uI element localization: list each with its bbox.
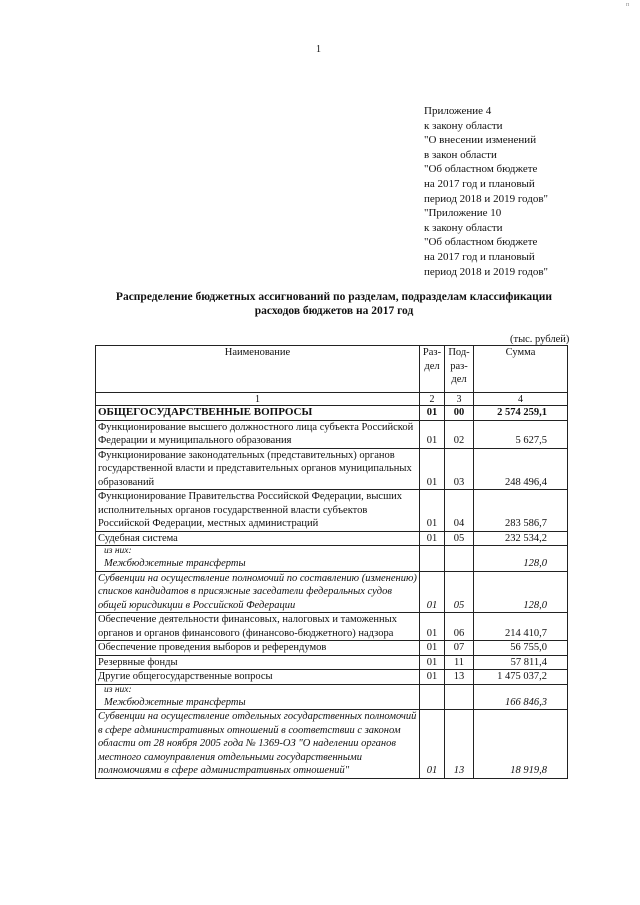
appendix-line: "О внесении изменений <box>424 134 537 147</box>
row-sum: 128,0 <box>474 571 568 613</box>
appendix-line: к закону области <box>424 221 503 234</box>
header-podrazdel-line1: Под- <box>448 347 470 358</box>
appendix-line: Приложение 4 <box>424 105 492 117</box>
row-name: Функционирование законодательных (представительных) органов государственной власти и представительных органов муниципальных образований <box>96 448 420 490</box>
header-podrazdel-line2: раз- <box>450 360 468 372</box>
title-line-2: расходов бюджетов на 2017 год <box>254 305 414 317</box>
row-razdel: 01 <box>420 490 445 532</box>
row-sum: 56 755,0 <box>474 641 568 656</box>
row-podrazdel: 03 <box>445 448 474 490</box>
table-row <box>96 710 568 779</box>
appendix-line: период 2018 и 2019 годов" <box>424 192 549 205</box>
row-podrazdel: 04 <box>445 490 474 532</box>
row-name: Функционирование Правительства Российской Федерации, высших исполнительных органов государственной власти субъектов Российской Федерации, местных администраций <box>96 490 420 532</box>
row-razdel: 01 <box>420 406 445 421</box>
column-number-row <box>96 393 568 406</box>
table-header-row <box>96 346 568 393</box>
header-sum: Сумма <box>474 346 568 393</box>
appendix-line: "Об областном бюджете <box>424 236 538 249</box>
table-row <box>96 571 568 613</box>
row-razdel: 01 <box>420 655 445 670</box>
table-row <box>96 531 568 546</box>
appendix-line: в закон области <box>424 148 497 161</box>
row-sum: 5 627,5 <box>474 420 568 448</box>
table-row <box>96 546 568 572</box>
header-razdel-line2: дел <box>424 360 440 372</box>
column-number: 2 <box>420 393 445 406</box>
row-name: Субвенции на осуществление полномочий по составлению (изменению) списков кандидатов в присяжные заседатели федеральных судов общей юрисдикции в Российской Федерации <box>96 571 420 613</box>
row-name-cell <box>96 684 420 710</box>
header-razdel <box>420 346 445 393</box>
header-podrazdel-line3: дел <box>451 374 467 385</box>
row-razdel <box>420 684 445 710</box>
row-name: Обеспечение проведения выборов и референдумов <box>96 641 420 656</box>
page-number: 1 <box>316 44 321 55</box>
row-podrazdel: 13 <box>445 670 474 685</box>
row-sum: 232 534,2 <box>474 531 568 546</box>
row-name: Функционирование высшего должностного лица субъекта Российской Федерации и муниципального образования <box>96 420 420 448</box>
row-podrazdel: 13 <box>445 710 474 779</box>
row-name: Субвенции на осуществление отдельных государственных полномочий в сфере административных отношений в соответствии с законом области от 28 ноября 2005 года № 1369-ОЗ "О наделении органов местного самоуправления отдельными государственными полномочиями в сфере административных отношений" <box>96 710 420 779</box>
title-line-1: Распределение бюджетных ассигнований по разделам, подразделам классификации <box>115 291 553 303</box>
row-name: Другие общегосударственные вопросы <box>96 670 420 685</box>
row-razdel: 01 <box>420 448 445 490</box>
table-row <box>96 490 568 532</box>
column-number: 1 <box>96 393 420 406</box>
row-sum: 18 919,8 <box>474 710 568 779</box>
row-name: Межбюджетные трансферты <box>104 558 246 569</box>
table-row <box>96 684 568 710</box>
row-sum: 283 586,7 <box>474 490 568 532</box>
row-podrazdel: 06 <box>445 613 474 641</box>
row-sum: 128,0 <box>474 546 568 572</box>
table-row <box>96 420 568 448</box>
appendix-block <box>424 104 624 279</box>
row-podrazdel: 02 <box>445 420 474 448</box>
units-label: (тыс. рублей) <box>510 334 570 345</box>
row-razdel: 01 <box>420 571 445 613</box>
row-name: Обеспечение деятельности финансовых, налоговых и таможенных органов и органов финансового (финансово-бюджетного) надзора <box>96 613 420 641</box>
header-name: Наименование <box>96 346 420 393</box>
table-row <box>96 641 568 656</box>
row-podrazdel <box>445 546 474 572</box>
row-razdel: 01 <box>420 531 445 546</box>
appendix-line: "Приложение 10 <box>424 207 502 220</box>
column-number: 4 <box>474 393 568 406</box>
header-razdel-line1: Раз- <box>422 347 442 358</box>
appendix-line: период 2018 и 2019 годов" <box>424 265 549 278</box>
appendix-line: "Об областном бюджете <box>424 163 538 176</box>
row-sum: 214 410,7 <box>474 613 568 641</box>
budget-table <box>95 345 568 779</box>
appendix-line: на 2017 год и плановый <box>424 177 535 190</box>
row-podrazdel: 07 <box>445 641 474 656</box>
row-razdel: 01 <box>420 710 445 779</box>
row-razdel: 01 <box>420 420 445 448</box>
row-name: Судебная система <box>96 531 420 546</box>
document-title <box>96 290 572 318</box>
table-row <box>96 448 568 490</box>
row-razdel: 01 <box>420 641 445 656</box>
table-row <box>96 613 568 641</box>
appendix-line: к закону области <box>424 119 503 132</box>
header-podrazdel <box>445 346 474 393</box>
row-sum: 166 846,3 <box>474 684 568 710</box>
row-sub-label: из них: <box>104 546 132 556</box>
row-podrazdel: 05 <box>445 571 474 613</box>
row-name: Резервные фонды <box>96 655 420 670</box>
table-row <box>96 406 568 421</box>
row-razdel: 01 <box>420 670 445 685</box>
row-podrazdel: 05 <box>445 531 474 546</box>
row-podrazdel: 00 <box>445 406 474 421</box>
row-name: Межбюджетные трансферты <box>104 696 246 708</box>
row-razdel: 01 <box>420 613 445 641</box>
row-sum: 1 475 037,2 <box>474 670 568 685</box>
row-podrazdel: 11 <box>445 655 474 670</box>
row-razdel <box>420 546 445 572</box>
row-name: ОБЩЕГОСУДАРСТВЕННЫЕ ВОПРОСЫ <box>96 406 420 421</box>
row-sum: 57 811,4 <box>474 655 568 670</box>
row-sub-label: из них: <box>104 684 132 695</box>
row-name-cell <box>96 546 420 572</box>
row-sum: 2 574 259,1 <box>474 406 568 421</box>
row-sum: 248 496,4 <box>474 448 568 490</box>
table-row <box>96 670 568 685</box>
corner-mark: п <box>626 2 630 8</box>
appendix-line: на 2017 год и плановый <box>424 250 535 263</box>
column-number: 3 <box>445 393 474 406</box>
row-podrazdel <box>445 684 474 710</box>
table-row <box>96 655 568 670</box>
